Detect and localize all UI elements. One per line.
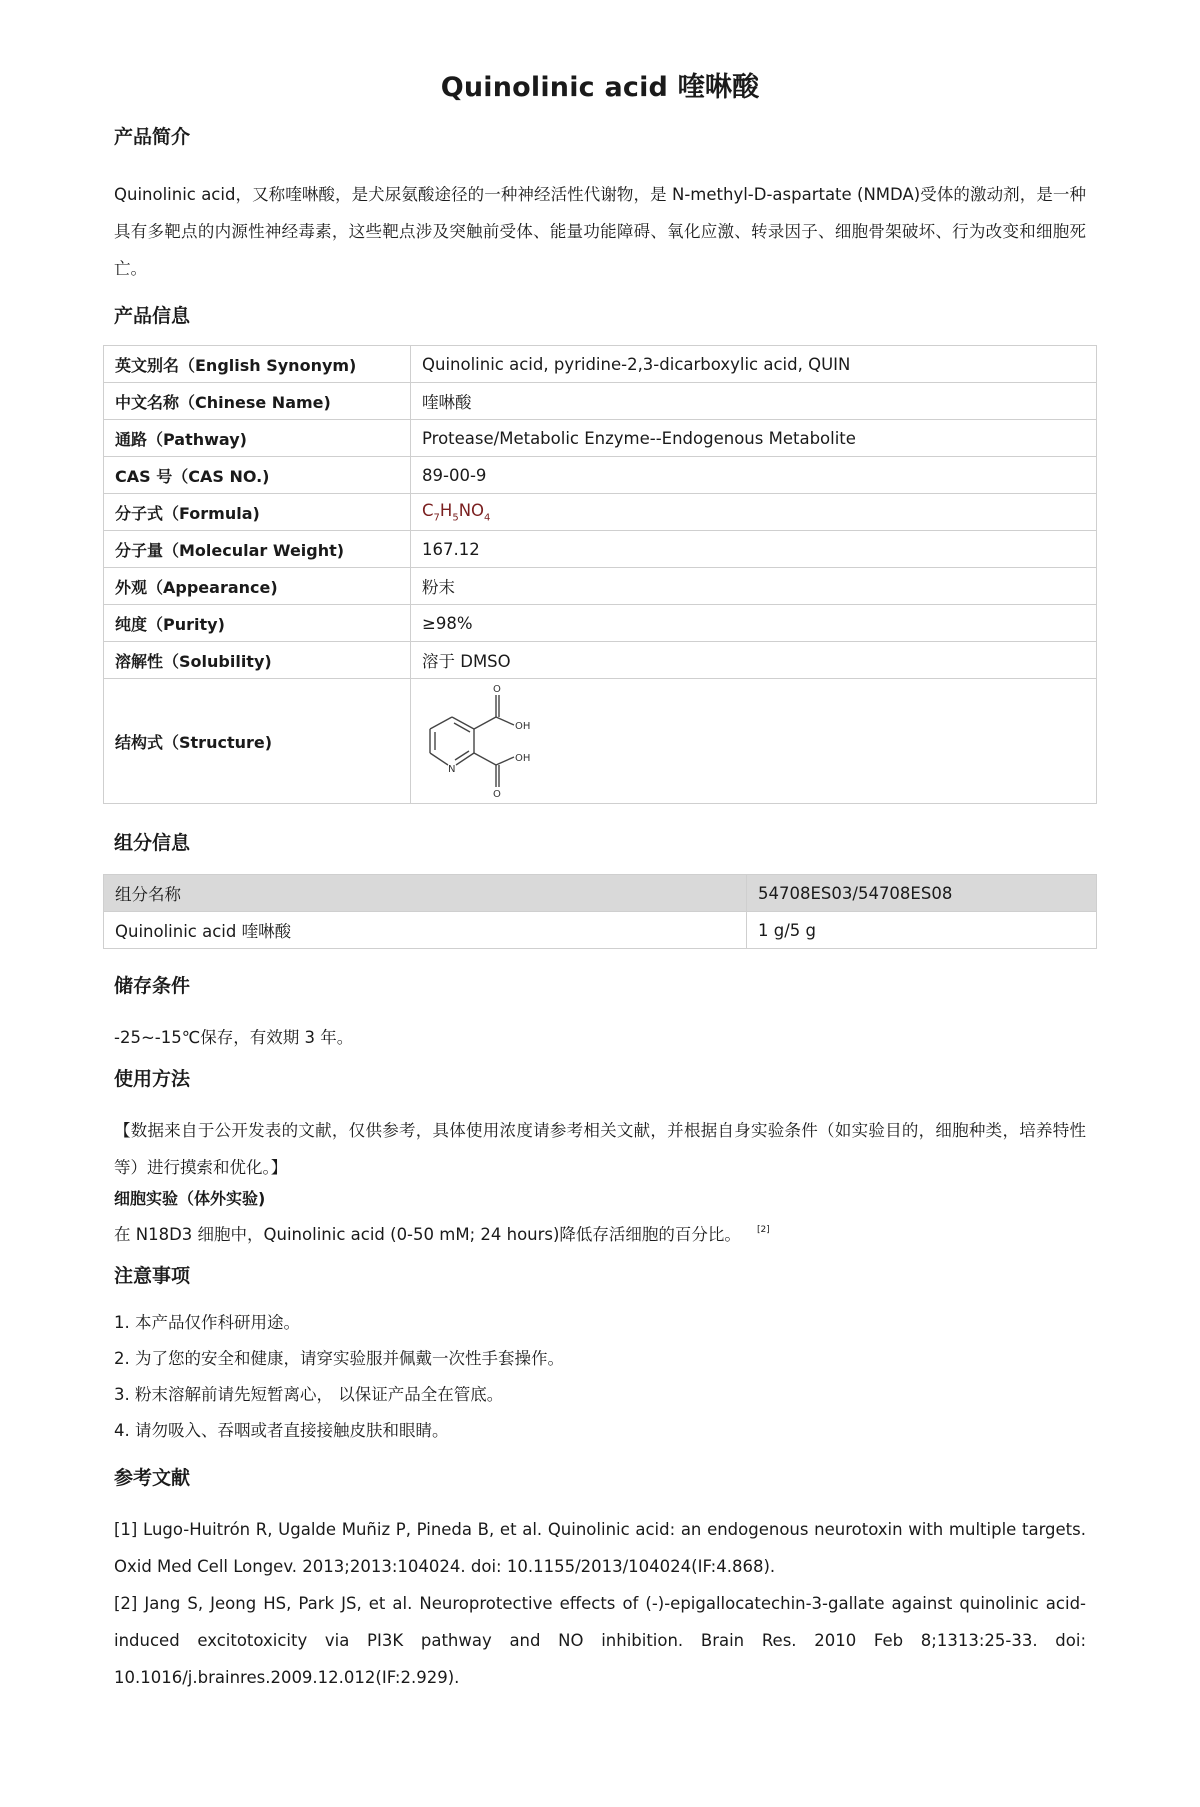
- usage-note: 【数据来自于公开发表的文献，仅供参考，具体使用浓度请参考相关文献，并根据自身实验条件（如实验目的，细胞种类，培养特性等）进行摸索和优化。】: [114, 1121, 1086, 1177]
- struct-label-o-bottom: O: [493, 789, 501, 800]
- info-value: ≥98%: [411, 605, 1097, 642]
- product-info-heading: 产品信息: [114, 305, 191, 327]
- info-row-purity: [104, 605, 1097, 642]
- info-key: 外观（Appearance): [104, 568, 411, 605]
- product-info-table: [103, 345, 1097, 804]
- list-item: 3. 粉末溶解前请先短暂离心， 以保证产品全在管底。: [114, 1385, 504, 1404]
- info-row-cas: [104, 457, 1097, 494]
- notes-heading: 注意事项: [114, 1265, 191, 1287]
- usage-text: 在 N18D3 细胞中，Quinolinic acid (0-50 mM; 24 hours)降低存活细胞的百分比。 [2]: [114, 1225, 770, 1244]
- reference-item: [1] Lugo-Huitrón R, Ugalde Muñiz P, Pineda B, et al. Quinolinic acid: an endogenous neurotoxin with multiple targets. Oxid Med Cell Longev. 2013;2013:104024. doi: 10.1155/2013/104024(IF:4.868).: [114, 1520, 1086, 1576]
- info-value: 溶于 DMSO: [411, 642, 1097, 679]
- info-value: Protease/Metabolic Enzyme--Endogenous Metabolite: [411, 420, 1097, 457]
- info-row-chinese-name: [104, 383, 1097, 420]
- notes-list: [114, 1305, 1086, 1449]
- info-key: 结构式（Structure): [104, 679, 411, 804]
- usage-heading: 使用方法: [114, 1068, 191, 1090]
- intro-text: Quinolinic acid，又称喹啉酸，是犬尿氨酸途径的一种神经活性代谢物，是 N-methyl-D-aspartate (NMDA)受体的激动剂，是一种具有多靶点的内源性神经毒素，这些靶点涉及突触前受体、能量功能障碍、氧化应激、转录因子、细胞骨架破坏、行为改变和细胞死亡。: [114, 185, 1086, 278]
- components-heading: 组分信息: [114, 832, 191, 854]
- info-key: 中文名称（Chinese Name): [104, 383, 411, 420]
- info-value: [411, 494, 1097, 531]
- struct-label-oh-2: OH: [515, 753, 531, 764]
- usage-subheading: 细胞实验（体外实验): [114, 1189, 266, 1208]
- storage-text: -25~-15℃保存，有效期 3 年。: [114, 1028, 354, 1047]
- list-item: 2. 为了您的安全和健康，请穿实验服并佩戴一次性手套操作。: [114, 1349, 564, 1368]
- info-value: 89-00-9: [411, 457, 1097, 494]
- info-value: 粉末: [411, 568, 1097, 605]
- list-item: 1. 本产品仅作科研用途。: [114, 1313, 300, 1332]
- info-key: 分子式（Formula): [104, 494, 411, 531]
- column-header: 54708ES03/54708ES08: [747, 875, 1097, 912]
- datasheet-page: [114, 52, 1086, 1696]
- info-row-pathway: [104, 420, 1097, 457]
- info-row-structure: [104, 679, 1097, 804]
- references-heading: 参考文献: [114, 1467, 191, 1489]
- info-row-formula: [104, 494, 1097, 531]
- intro-heading: 产品简介: [114, 126, 191, 148]
- struct-label-oh-1: OH: [515, 721, 531, 732]
- components-row: [104, 912, 1097, 949]
- info-key: 分子量（Molecular Weight): [104, 531, 411, 568]
- info-value: Quinolinic acid, pyridine-2,3-dicarboxylic acid, QUIN: [411, 346, 1097, 383]
- info-key: CAS 号（CAS NO.): [104, 457, 411, 494]
- storage-heading: 储存条件: [114, 975, 191, 997]
- info-value: [411, 679, 1097, 804]
- list-item: 4. 请勿吸入、吞咽或者直接接触皮肤和眼睛。: [114, 1421, 449, 1440]
- components-header-row: [104, 875, 1097, 912]
- reference-item: [2] Jang S, Jeong HS, Park JS, et al. Neuroprotective effects of (-)-epigallocatechin-3-gallate against quinolinic acid-induced excitotoxicity via PI3K pathway and NO inhibition. Brain Res. 2010 Feb 8;1313:25-33. doi: 10.1016/j.brainres.2009.12.012(IF:2.929).: [114, 1594, 1086, 1687]
- info-row-synonym: [104, 346, 1097, 383]
- structure-diagram: [422, 681, 542, 801]
- info-key: 通路（Pathway): [104, 420, 411, 457]
- struct-label-n: N: [448, 764, 456, 775]
- info-key: 溶解性（Solubility): [104, 642, 411, 679]
- molecular-formula: $C_7H_5NO_4$: [422, 500, 491, 524]
- info-key: 纯度（Purity): [104, 605, 411, 642]
- page-title: Quinolinic acid 喹啉酸: [440, 72, 760, 103]
- info-row-solubility: [104, 642, 1097, 679]
- info-value: 喹啉酸: [411, 383, 1097, 420]
- components-table: [103, 874, 1097, 949]
- info-row-appearance: [104, 568, 1097, 605]
- component-name: Quinolinic acid 喹啉酸: [104, 912, 747, 949]
- info-key: 英文别名（English Synonym): [104, 346, 411, 383]
- info-value: 167.12: [411, 531, 1097, 568]
- info-row-mw: [104, 531, 1097, 568]
- column-header: 组分名称: [104, 875, 747, 912]
- reference-mark: [2]: [756, 1225, 770, 1235]
- struct-label-o-top: O: [493, 684, 501, 695]
- component-amount: 1 g/5 g: [747, 912, 1097, 949]
